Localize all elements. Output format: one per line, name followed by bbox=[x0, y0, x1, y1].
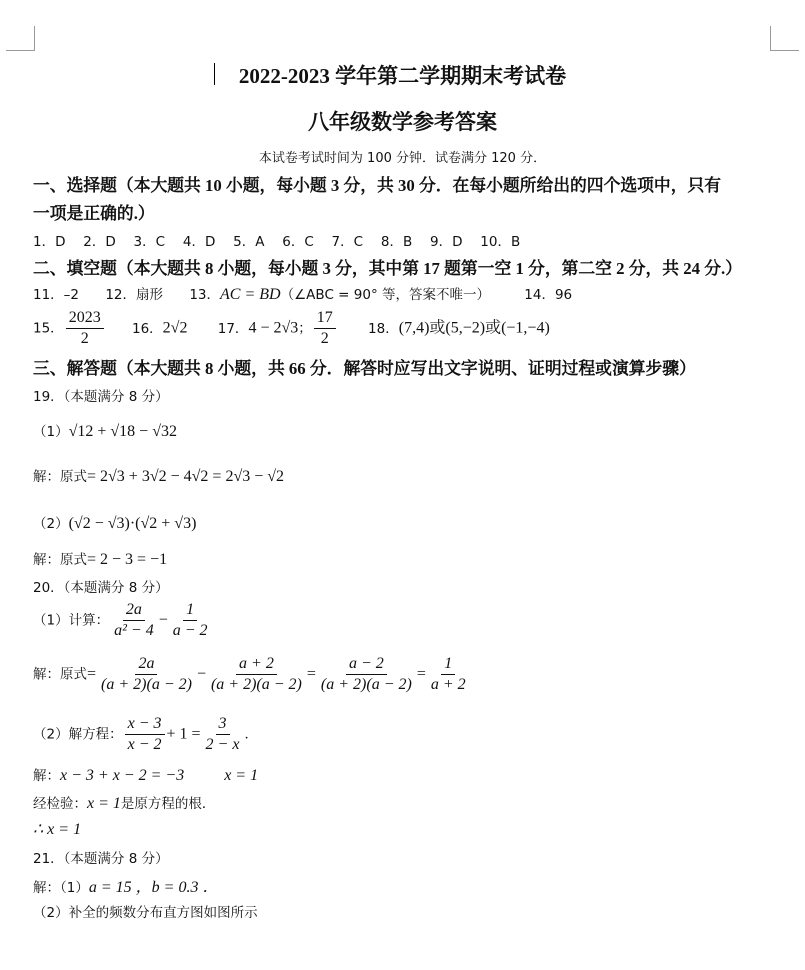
q20-sol1-eq2: = bbox=[306, 665, 316, 683]
fill-answers-row2 bbox=[33, 309, 775, 348]
q20-part1-f2-den: a − 2 bbox=[172, 622, 208, 639]
q20-sol1-f1-num: 2a bbox=[135, 655, 157, 675]
q12-answer: 12．扇形 bbox=[105, 287, 164, 303]
q15-denominator: 2 bbox=[80, 330, 89, 347]
q15-label: 15． bbox=[33, 320, 64, 337]
q17-label: 17． bbox=[217, 320, 249, 337]
q19-header: 19．（本题满分 8 分） bbox=[33, 389, 169, 405]
q20-part2-fraction2 bbox=[203, 715, 243, 754]
q20-part1-fraction2 bbox=[170, 601, 211, 640]
q20-part2-f1-den: x − 2 bbox=[127, 736, 162, 753]
q20-sol1-fraction2 bbox=[208, 655, 305, 694]
q17-fraction bbox=[314, 309, 336, 348]
q20-sol1-fraction4 bbox=[428, 655, 469, 694]
q20-part1 bbox=[33, 601, 775, 640]
q17-math: 4 − 2√3 bbox=[248, 319, 299, 337]
exam-note: 本试卷考试时间为 100 分钟．试卷满分 120 分． bbox=[258, 151, 547, 166]
q20-sol1-fraction3 bbox=[318, 655, 415, 694]
q20-sol1-f2-num: a + 2 bbox=[236, 655, 277, 675]
q20-check-label: 经检验： bbox=[33, 796, 87, 812]
q20-sol1-minus: − bbox=[196, 665, 206, 683]
q20-check bbox=[33, 792, 775, 813]
answer-subtitle: 八年级数学参考答案 bbox=[308, 110, 497, 134]
q20-check-math: x = 1 bbox=[87, 795, 121, 812]
q20-part1-label: （1）计算： bbox=[33, 612, 110, 629]
q20-therefore: ∴ x = 1 bbox=[33, 821, 82, 838]
q20-sol1-label: 解：原式 bbox=[33, 666, 87, 683]
q20-sol2-result: x = 1 bbox=[224, 767, 259, 784]
q19-part2-expression: (√2 − √3)·(√2 + √3) bbox=[68, 515, 197, 532]
section1-heading-line2: 一项是正确的.） bbox=[33, 204, 155, 223]
q16-label: 16． bbox=[131, 320, 163, 337]
q20-sol1-eq3: = bbox=[416, 665, 426, 683]
q20-sol2-equation: x − 3 + x − 2 = −3 bbox=[60, 767, 185, 784]
q15-numerator: 2023 bbox=[66, 309, 104, 329]
fill-answers-row1 bbox=[33, 283, 775, 304]
q19-part2-solution-math: = 2 − 3 = −1 bbox=[87, 551, 168, 568]
q20-part1-f1-den: a² − 4 bbox=[114, 622, 154, 639]
q16-math: 2√2 bbox=[162, 319, 188, 337]
q19-part2-solution-label: 解：原式 bbox=[33, 552, 87, 568]
section1-heading-line1: 一、选择题（本大题共 10 小题，每小题 3 分，共 30 分．在每小题所给出的四个选项中，只有 bbox=[33, 176, 722, 195]
q19-part1 bbox=[33, 420, 775, 441]
q20-sol1-f3-num: a − 2 bbox=[346, 655, 387, 675]
q15-fraction bbox=[66, 309, 104, 348]
q17-numerator: 17 bbox=[314, 309, 336, 329]
q20-part2-label: （2）解方程： bbox=[33, 726, 123, 743]
page-corner-mark-right bbox=[770, 26, 799, 51]
q18-math: (7,4)或(5,−2)或(−1,−4) bbox=[398, 319, 550, 337]
section3-heading: 三、解答题（本大题共 8 小题，共 66 分．解答时应写出文字说明、证明过程或演算步骤） bbox=[33, 359, 696, 378]
q20-sol1-fraction1 bbox=[98, 655, 195, 694]
q20-part2-solution bbox=[33, 764, 775, 785]
q20-part2-f2-num: 3 bbox=[216, 715, 230, 735]
q20-part2-fraction1 bbox=[125, 715, 165, 754]
q20-sol1-f3-den: (a + 2)(a − 2) bbox=[320, 676, 412, 693]
q21-header: 21．（本题满分 8 分） bbox=[33, 851, 169, 867]
q21-part1-label: 解：（1） bbox=[33, 880, 89, 896]
q20-sol1-eq1: = bbox=[87, 665, 97, 683]
q20-part1-solution bbox=[33, 655, 775, 694]
page-corner-mark-left bbox=[6, 26, 35, 51]
q20-part1-f1-num: 2a bbox=[123, 601, 145, 621]
q20-header: 20．（本题满分 8 分） bbox=[33, 580, 169, 596]
q19-part1-solution-label: 解：原式 bbox=[33, 469, 87, 485]
q19-part2 bbox=[33, 512, 775, 533]
q19-part2-label: （2） bbox=[33, 516, 69, 532]
q13-label: 13． bbox=[189, 287, 220, 303]
q14-answer: 14．96 bbox=[524, 287, 573, 303]
q20-part1-minus: − bbox=[158, 611, 168, 629]
q20-part1-f2-num: 1 bbox=[183, 601, 197, 621]
q20-sol2-label: 解： bbox=[33, 768, 60, 784]
q20-part2 bbox=[33, 715, 775, 754]
q17-denominator: 2 bbox=[320, 330, 329, 347]
section2-heading: 二、填空题（本大题共 8 小题，每小题 3 分，其中第 17 题第一空 1 分，第二空 2 分，共 24 分.） bbox=[33, 259, 743, 278]
choice-answers: 1．D 2．D 3．C 4．D 5．A 6．C 7．C 8．B 9．D 10．B bbox=[33, 234, 521, 250]
q20-sol1-f1-den: (a + 2)(a − 2) bbox=[101, 676, 192, 693]
exam-title: 2022-2023 学年第二学期期末考试卷 bbox=[238, 64, 567, 88]
q19-part2-solution bbox=[33, 548, 775, 569]
q20-part2-f1-num: x − 3 bbox=[125, 715, 165, 735]
q19-part1-solution bbox=[33, 465, 775, 486]
q21-part1 bbox=[33, 874, 775, 897]
q20-part1-fraction1 bbox=[111, 601, 157, 640]
q20-part2-mid: + 1 = bbox=[166, 725, 201, 743]
q21-part2: （2）补全的频数分布直方图如图所示 bbox=[33, 905, 258, 921]
q20-sol1-f4-num: 1 bbox=[441, 655, 455, 675]
q19-part1-label: （1） bbox=[33, 424, 69, 440]
q13-note: （∠ABC = 90° 等，答案不唯一） bbox=[280, 287, 490, 303]
q19-part1-solution-math: = 2√3 + 3√2 − 4√2 = 2√3 − √2 bbox=[87, 468, 285, 485]
q20-check-text: 是原方程的根． bbox=[120, 796, 216, 812]
q18-label: 18． bbox=[368, 320, 399, 337]
q20-part2-f2-den: 2 − x bbox=[205, 736, 240, 753]
q20-sol1-f4-den: a + 2 bbox=[430, 676, 466, 693]
q13-math: AC = BD bbox=[220, 286, 281, 303]
q11-answer: 11．–2 bbox=[33, 287, 80, 303]
q20-part2-end: ． bbox=[244, 726, 258, 743]
q17-separator: ； bbox=[298, 320, 312, 337]
q21-part1-math: a = 15 ，b = 0.3 ． bbox=[88, 879, 219, 896]
q19-part1-expression: √12 + √18 − √32 bbox=[68, 423, 177, 440]
q20-sol1-f2-den: (a + 2)(a − 2) bbox=[210, 676, 302, 693]
